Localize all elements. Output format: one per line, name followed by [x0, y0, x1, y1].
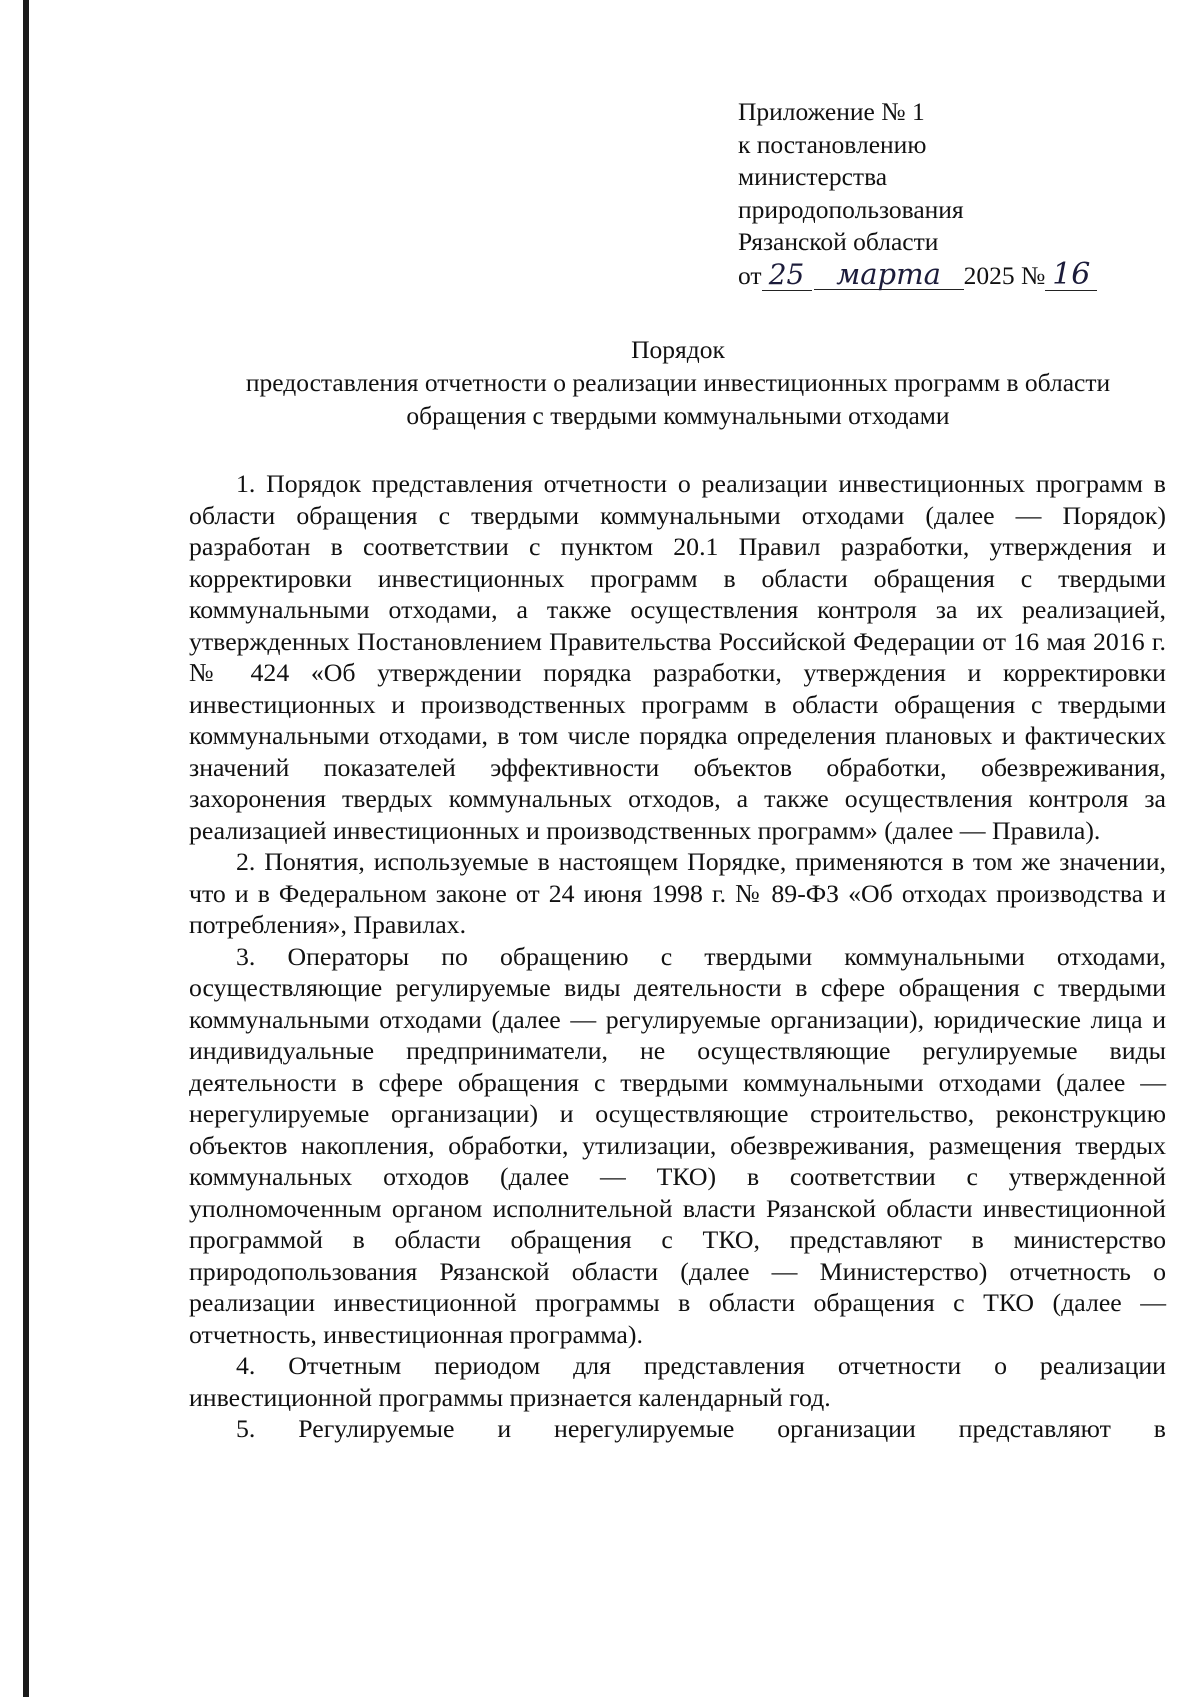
- paragraph-4: 4. Отчетным периодом для представления отчетности о реализации инвестиционной программы признается календарный год.: [189, 1351, 1166, 1412]
- paragraph-5: 5. Регулируемые и нерегулируемые организации представляют в: [236, 1414, 1166, 1443]
- handwritten-day: 25: [762, 260, 812, 291]
- handwritten-month: марта: [814, 259, 964, 290]
- date-year: 2025 №: [963, 260, 1046, 290]
- appendix-header: [738, 96, 1097, 292]
- appendix-line: природопользования: [738, 194, 964, 224]
- paragraph-1: 1. Порядок представления отчетности о реализации инвестиционных программ в области обращения с твердыми коммунальными отходами (далее — Порядок) разработан в соответствии с пунктом 20.1 Правил разработки, утверждения и корректировки инвестиционных программ в области обращения с твердыми коммунальными отходами, а также осуществления контроля за их реализацией, утвержденных Постановлением Правительства Российской Федерации от 16 мая 2016 г. № 424 «Об утверждении порядка разработки, утверждения и корректировки инвестиционных и производственных программ в области обращения с твердыми коммунальными отходами, в том числе порядка определения плановых и фактических значений показателей эффективности объектов обработки, обезвреживания, захоронения твердых коммунальных отходов, а также осуществления контроля за реализацией инвестиционных и производственных программ» (далее — Правила).: [189, 469, 1166, 845]
- appendix-line: министерства: [738, 162, 888, 191]
- title-subtitle: предоставления отчетности о реализации инвестиционных программ в области обращения с твердыми коммунальными отходами: [245, 368, 1111, 430]
- handwritten-doc-number: 16: [1045, 260, 1097, 291]
- title-heading: Порядок: [631, 335, 725, 364]
- scan-left-edge: [23, 0, 29, 1697]
- appendix-line: Приложение № 1: [738, 97, 925, 126]
- document-title: [190, 333, 1166, 432]
- paragraph-2: 2. Понятия, используемые в настоящем Порядке, применяются в том же значении, что и в Федеральном законе от 24 июня 1998 г. № 89-ФЗ «Об отходах производства и потребления», Правилах.: [189, 847, 1166, 939]
- appendix-line: Рязанской области: [738, 227, 939, 256]
- document-body: [189, 468, 1166, 1445]
- resolution-date-line: [738, 256, 1097, 293]
- appendix-line: к постановлению: [738, 129, 927, 159]
- paragraph-3: 3. Операторы по обращению с твердыми коммунальными отходами, осуществляющие регулируемые виды деятельности в сфере обращения с твердыми коммунальными отходами (далее — регулируемые организации), юридические лица и индивидуальные предприниматели, не осуществляющие регулируемые виды деятельности в сфере обращения с твердыми коммунальными отходами (далее — нерегулируемые организации) и осуществляющие строительство, реконструкцию объектов накопления, обработки, утилизации, обезвреживания, размещения твердых коммунальных отходов (далее — ТКО) в соответствии с утвержденной уполномоченным органом исполнительной власти Рязанской области инвестиционной программой в области обращения с ТКО, представляют в министерство природопользования Рязанской области (далее — Министерство) отчетность о реализации инвестиционной программы в области обращения с ТКО (далее — отчетность, инвестиционная программа).: [189, 941, 1166, 1349]
- date-prefix: от: [738, 260, 762, 290]
